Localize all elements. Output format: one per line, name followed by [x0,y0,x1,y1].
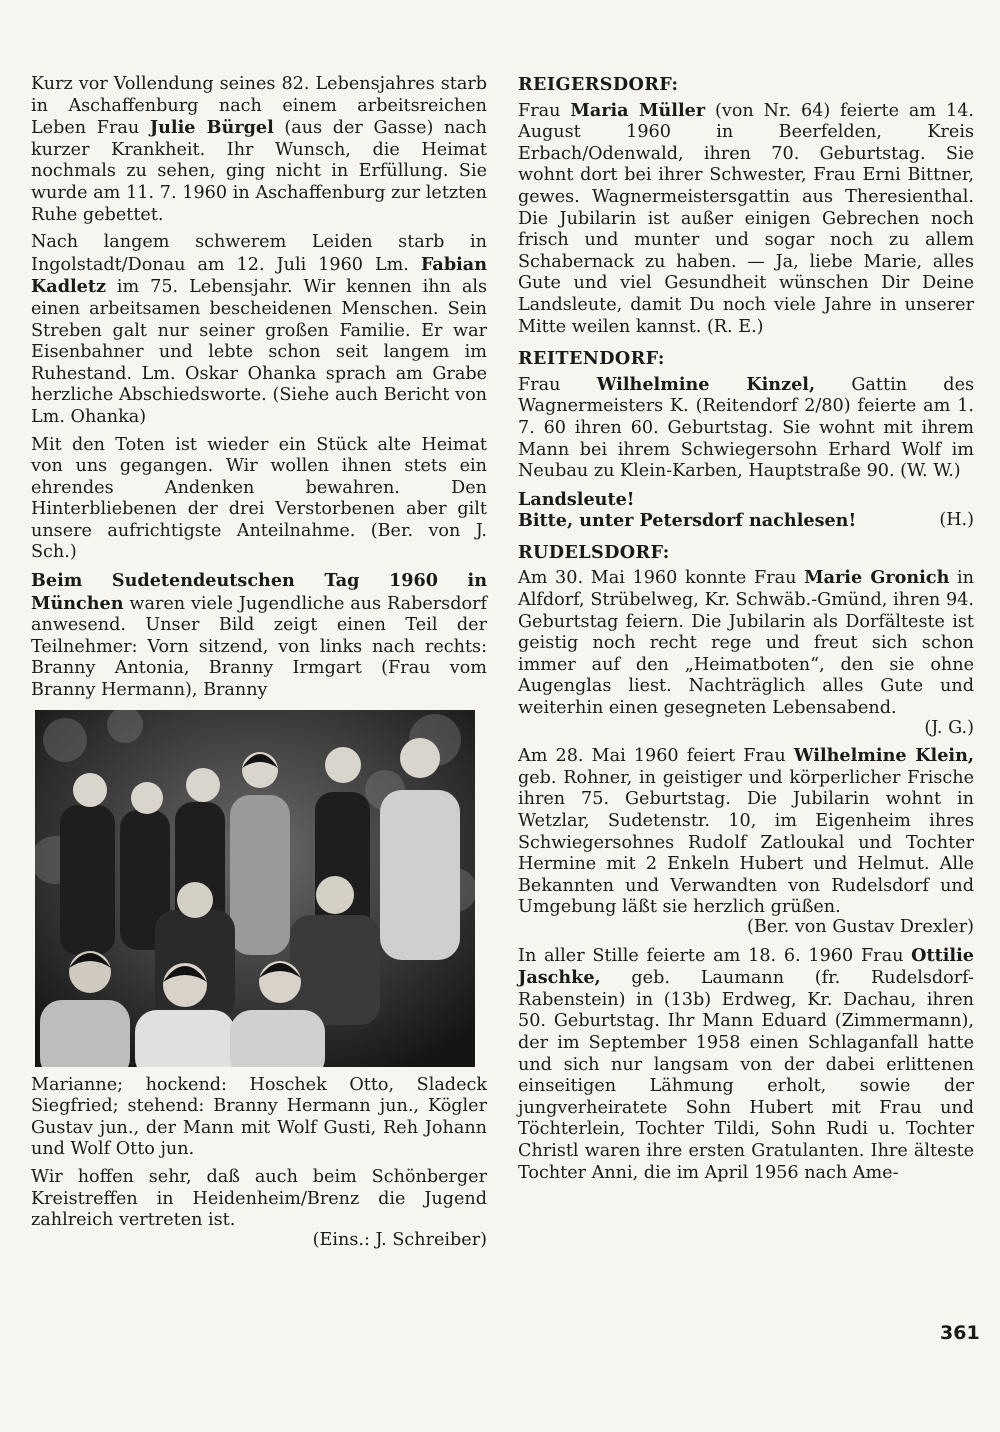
notice-petersdorf: Bitte, unter Petersdorf nachlesen! (H.) [518,510,974,532]
name-klein: Wilhelmine Klein, [793,745,974,767]
right-column [518,74,974,1190]
condolence-paragraph: Mit den Toten ist wieder ein Stück alte Heimat von uns gegangen. Wir wollen ihnen stets ein ehrendes Andenken bewahren. Den Hinterbliebenen der drei Verstorbenen aber gilt unsere aufrichtigste Anteilnahme. (Ber. von J. Sch.) [31,434,487,563]
name-jaschke: Ottilie Jaschke, [518,944,974,989]
obituary-buergel: Kurz vor Vollendung seines 82. Lebensjahres starb in Aschaffenburg nach einem arbeitsreichen Leben Frau Julie Bürgel (aus der Gasse) nach kurzer Krankheit. Ihr Wunsch, die Heimat nochmals zu sehen, ging nicht in Erfüllung. Sie wurde am 11. 7. 1960 in Aschaffenburg zur letzten Ruhe gebettet. [31,74,487,225]
birthday-gronich: Am 30. Mai 1960 konnte Frau Marie Gronich in Alfdorf, Strübelweg, Kr. Schwäb.-Gmünd, ihren 94. Geburtstag feiern. Die Jubilarin als Dorfälteste ist geistig noch recht rege und freut sich schon immer auf den „Heimatboten“, den sie ohne Augenglas liest. Nachträglich alles Gute und weiterhin einen gesegneten Lebensabend. [518,567,974,719]
heading-reitendorf: REITENDORF: [518,348,665,370]
signature-schreiber: (Eins.: J. Schreiber) [312,1229,487,1250]
name-kinzel: Wilhelmine Kinzel, [596,373,816,395]
sudetendeutscher-tag-paragraph: Beim Sudetendeutschen Tag 1960 in München waren viele Jugendliche aus Rabersdorf anwesend. Unser Bild zeigt einen Teil der Teilnehmer: Vorn sitzend, von links nach rechts: Branny Antonia, Branny Irmgart (Frau vom Branny Hermann), Branny [31,570,487,701]
group-photo-illustration [35,710,475,1067]
notice-landsleute: Landsleute! [518,488,635,510]
name-gronich: Marie Gronich [804,567,950,589]
group-photo [35,710,475,1067]
birthday-mueller: Frau Maria Müller (von Nr. 64) feierte am 14. August 1960 in Beerfelden, Kreis Erbach/Odenwald, ihren 70. Geburtstag. Sie wohnt dort bei ihrer Schwester, Frau Erni Bittner, gewes. Wagnermeistersgattin aus Theresienthal. Die Jubilarin ist außer einigen Gebrechen noch frisch und munter und sogar noch zu allem Schabernack zu haben. — Ja, liebe Marie, alles Gute und viel Gesundheit wünschen Dir Deine Landsleute, damit Du noch viele Jahre in unserer Mitte weilen kannst. (R. E.) [518,99,974,337]
left-column [31,74,487,1257]
photo-caption-continued: Marianne; hockend: Hoschek Otto, Sladeck Siegfried; stehend: Branny Hermann jun., Kögler Gustav jun., der Mann mit Wolf Gusti, Reh Johann und Wolf Otto jun. [31,1074,487,1160]
obituary-kadletz: Nach langem schwerem Leiden starb in Ingolstadt/Donau am 12. Juli 1960 Lm. Fabian Kadletz im 75. Lebensjahr. Wir kennen ihn als einen arbeitsamen bescheidenen Menschen. Sein Streben galt nur seiner großen Familie. Er war Eisenbahner und lebte schon seit langem im Ruhestand. Lm. Oskar Ohanka sprach am Grabe herzliche Abschiedsworte. (Siehe auch Bericht von Lm. Ohanka) [31,232,487,427]
name-kadletz: Fabian Kadletz [31,253,487,298]
kreistreffen-paragraph: Wir hoffen sehr, daß auch beim Schönberger Kreistreffen in Heidenheim/Brenz die Jugend zahlreich vertreten ist. [31,1167,487,1231]
birthday-kinzel: Frau Wilhelmine Kinzel, Gattin des Wagnermeisters K. (Reitendorf 2/80) feierte am 1. 7. 60 ihren 60. Geburtstag. Sie wohnt mit ihrem Mann bei ihrem Schwiegersohn Erhard Wolf im Neubau zu Klein-Karben, Hauptstraße 90. (W. W.) [518,373,975,482]
signature-drexler: (Ber. von Gustav Drexler) [747,916,974,937]
page-number: 361 [940,1322,980,1344]
event-title: Beim Sudetendeutschen Tag 1960 in München [31,570,487,614]
birthday-jaschke: In aller Stille feierte am 18. 6. 1960 Frau Ottilie Jaschke, geb. Laumann (fr. Rudelsdorf-Rabenstein) in (13b) Erdweg, Kr. Dachau, ihren 50. Geburtstag. Ihr Mann Eduard (Zimmermann), der im September 1958 einen Schlaganfall hatte und sich nur langsam von der dabei erlittenen einseitigen Lähmung erholt, sowie der jungverheiratete Sohn Hubert mit Frau und Töchterlein, Tochter Tildi, Sohn Rudi u. Tochter Christl waren ihre ersten Gratulanten. Ihre älteste Tochter Anni, die im April 1956 nach Ame- [518,944,974,1183]
heading-reigersdorf: REIGERSDORF: [518,74,679,95]
name-mueller: Maria Müller [570,99,706,121]
birthday-klein: Am 28. Mai 1960 feiert Frau Wilhelmine Klein, geb. Rohner, in geistiger und körperlicher Frische ihren 75. Geburtstag. Die Jubilarin wohnt in Wetzlar, Sudetenstr. 10, im Eigenheim ihres Schwiegersohnes Rudolf Zatloukal und Tochter Hermine mit 2 Enkeln Hubert und Helmut. Alle Bekannten und Verwandten von Rudelsdorf und Umgebung läßt sie herzlich grüßen. [518,745,974,918]
signature-jg: (J. G.) [924,717,974,738]
heading-rudelsdorf: RUDELSDORF: [518,541,670,563]
name-buergel: Julie Bürgel [149,117,274,139]
